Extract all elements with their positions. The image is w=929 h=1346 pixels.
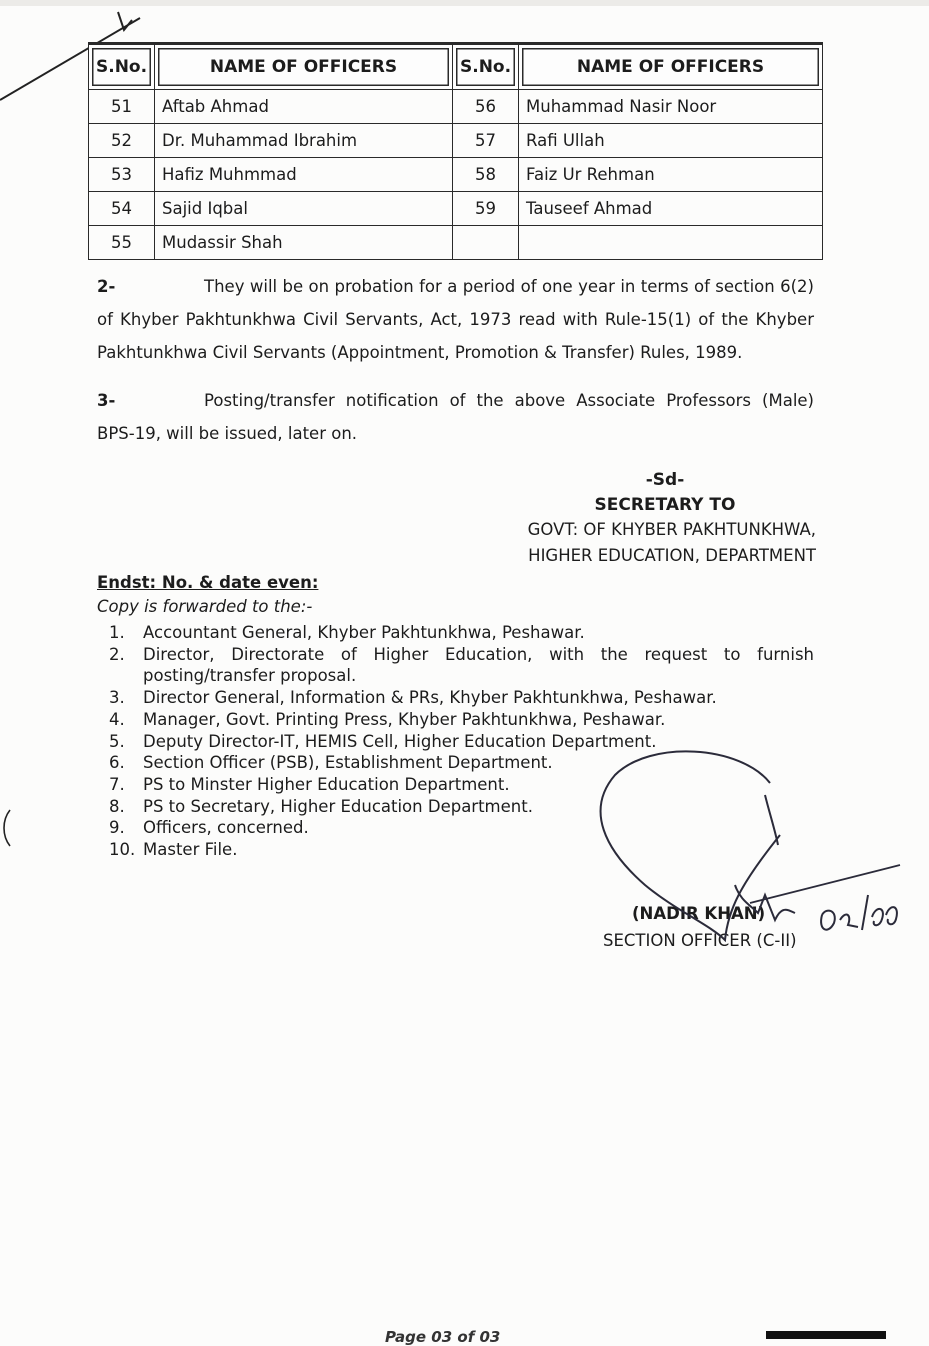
cell-sno (453, 226, 519, 260)
list-number: 2. (109, 644, 125, 664)
cell-sno: 57 (453, 124, 519, 158)
list-item-continuation (97, 665, 814, 687)
table-header-row (89, 44, 823, 90)
header-name-left: NAME OF OFFICERS (155, 44, 453, 90)
cell-sno: 59 (453, 192, 519, 226)
footer-bar (766, 1331, 886, 1339)
paragraph-3 (97, 384, 814, 450)
list-item (97, 687, 814, 709)
list-text: PS to Minster Higher Education Department. (143, 774, 510, 794)
list-text: Deputy Director-IT, HEMIS Cell, Higher Education Department. (143, 731, 657, 751)
cell-officer-name: Dr. Muhammad Ibrahim (155, 124, 453, 158)
list-text: Master File. (143, 840, 238, 860)
section-officer-name: (NADIR KHAN) (632, 904, 766, 923)
cell-sno: 56 (453, 90, 519, 124)
table-row (89, 226, 823, 260)
list-item (97, 709, 814, 731)
list-text: Manager, Govt. Printing Press, Khyber Pakhtunkhwa, Peshawar. (143, 709, 666, 729)
cell-officer-name: Rafi Ullah (519, 124, 823, 158)
table-row (89, 192, 823, 226)
paragraph-number: 2- (97, 277, 116, 296)
cell-officer-name: Faiz Ur Rehman (519, 158, 823, 192)
header-sno-right: S.No. (453, 44, 519, 90)
cell-sno: 52 (89, 124, 155, 158)
cell-officer-name (519, 226, 823, 260)
list-text: Accountant General, Khyber Pakhtunkhwa, Peshawar. (143, 623, 585, 642)
cell-sno: 53 (89, 158, 155, 192)
handwritten-signature (590, 735, 910, 965)
officers-table (88, 42, 823, 260)
list-text: Officers, concerned. (143, 818, 309, 838)
cell-officer-name: Sajid Iqbal (155, 192, 453, 226)
list-text: Section Officer (PSB), Establishment Department. (143, 753, 553, 773)
list-number: 5. (109, 731, 125, 751)
copy-forwarded-line: Copy is forwarded to the:- (97, 597, 313, 616)
margin-bracket-mark (0, 808, 14, 848)
cell-officer-name: Mudassir Shah (155, 226, 453, 260)
list-number: 6. (109, 753, 125, 773)
cell-sno: 51 (89, 90, 155, 124)
list-text: Director, Directorate of Higher Education, with the request to furnish (143, 644, 814, 664)
secretary-govt-line: GOVT: OF KHYBER PAKHTUNKHWA, (527, 520, 816, 539)
secretary-dept-line: HIGHER EDUCATION, DEPARTMENT (528, 546, 816, 565)
paragraph-number: 3- (97, 391, 116, 410)
header-sno-left: S.No. (89, 44, 155, 90)
header-name-right: NAME OF OFFICERS (519, 44, 823, 90)
cell-officer-name: Muhammad Nasir Noor (519, 90, 823, 124)
list-text: PS to Secretary, Higher Education Department. (143, 796, 533, 816)
list-number: 9. (109, 818, 125, 838)
cell-sno: 54 (89, 192, 155, 226)
cell-sno: 55 (89, 226, 155, 260)
list-number: 8. (109, 796, 125, 816)
list-item (97, 622, 814, 644)
list-number: 10. (109, 840, 136, 860)
table-row (89, 124, 823, 158)
list-number: 3. (109, 688, 125, 708)
list-number: 4. (109, 709, 125, 729)
cell-sno: 58 (453, 158, 519, 192)
list-number: 1. (109, 623, 125, 642)
cell-officer-name: Tauseef Ahmad (519, 192, 823, 226)
cell-officer-name: Hafiz Muhmmad (155, 158, 453, 192)
list-text: Director General, Information & PRs, Khyber Pakhtunkhwa, Peshawar. (143, 688, 717, 708)
list-item (97, 644, 814, 666)
list-text: posting/transfer proposal. (143, 666, 357, 686)
paragraph-text: Posting/transfer notification of the above Associate Professors (Male) BPS-19, will be issued, later on. (97, 391, 814, 443)
paragraph-text: They will be on probation for a period of one year in terms of section 6(2) of Khyber Pakhtunkhwa Civil Servants, Act, 1973 read with Rule-15(1) of the Khyber Pakhtunkhwa Civil Servants (Appointment, Promotion & Transfer) Rules, 1989. (97, 277, 814, 362)
paragraph-2 (97, 270, 814, 369)
list-number: 7. (109, 774, 125, 794)
signed-mark: -Sd- (645, 470, 685, 490)
endorsement-heading: Endst: No. & date even: (97, 573, 319, 592)
table-row (89, 158, 823, 192)
table-row (89, 90, 823, 124)
secretary-title: SECRETARY TO (594, 495, 736, 515)
cell-officer-name: Aftab Ahmad (155, 90, 453, 124)
page-number: Page 03 of 03 (385, 1328, 501, 1346)
section-officer-title: SECTION OFFICER (C-II) (603, 931, 797, 950)
